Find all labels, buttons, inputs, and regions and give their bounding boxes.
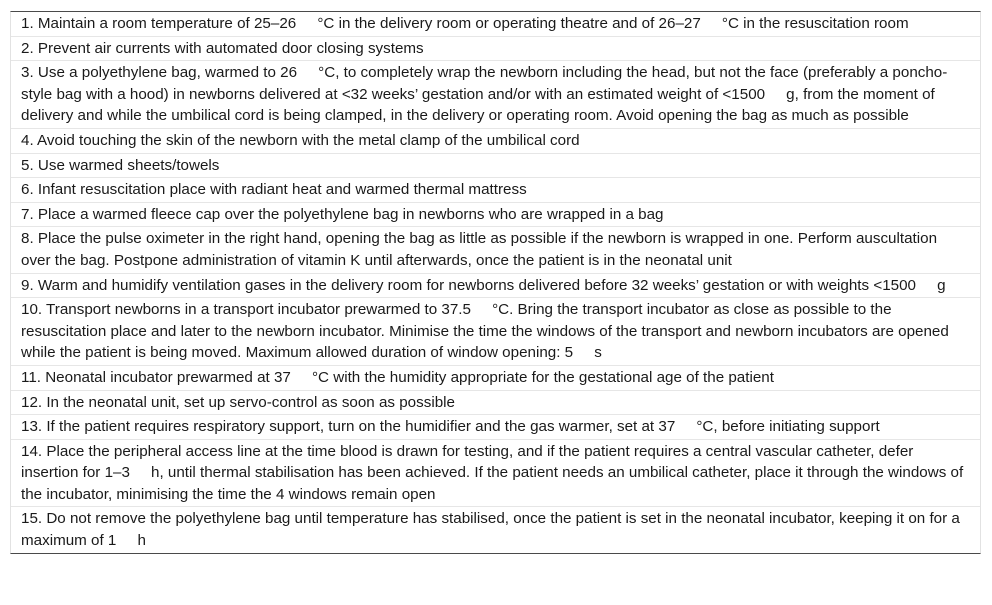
table-row: 4. Avoid touching the skin of the newborn with the metal clamp of the umbilical cord: [11, 129, 980, 154]
table-row: 9. Warm and humidify ventilation gases in the delivery room for newborns delivered before 32 weeks’ gestation or with weights <1500 g: [11, 274, 980, 299]
table-row: 5. Use warmed sheets/towels: [11, 154, 980, 179]
table-row: 15. Do not remove the polyethylene bag until temperature has stabilised, once the patient is set in the neonatal incubator, keeping it on for a maximum of 1 h: [21, 510, 965, 550]
table-row: 3. Use a polyethylene bag, warmed to 26 °C, to completely wrap the newborn including the head, but not the face (preferably a poncho-style bag with a hood) in newborns delivered at <32 weeks’ gestation and/or with an estimated weight of <1500 g, from the moment of delivery and while the umbilical cord is being clamped, in the delivery or operating room. Avoid opening the bag as much as possible: [11, 61, 980, 129]
table-row: 8. Place the pulse oximeter in the right hand, opening the bag as little as possible if the newborn is wrapped in one. Perform auscultation over the bag. Postpone administration of vitamin K until afterwards, once the patient is in the neonatal unit: [11, 227, 980, 273]
table-row: 11. Neonatal incubator prewarmed at 37 °C with the humidity appropriate for the gestational age of the patient: [11, 366, 980, 391]
table-row: 7. Place a warmed fleece cap over the polyethylene bag in newborns who are wrapped in a bag: [11, 203, 980, 228]
table-row: 10. Transport newborns in a transport incubator prewarmed to 37.5 °C. Bring the transport incubator as close as possible to the resuscitation place and later to the newborn incubator. Minimise the time the windows of the transport and newborn incubators are opened while the patient is being moved. Maximum allowed duration of window opening: 5 s: [11, 298, 980, 366]
table-row: 12. In the neonatal unit, set up servo-control as soon as possible: [11, 391, 980, 416]
table-row: 14. Place the peripheral access line at the time blood is drawn for testing, and if the patient requires a central vascular catheter, defer insertion for 1–3 h, until thermal stabilisation has been achieved. If the patient needs an umbilical catheter, place it through the windows of the incubator, minimising the time the 4 windows remain open: [11, 440, 980, 508]
table-row: 13. If the patient requires respiratory support, turn on the humidifier and the gas warmer, set at 37 °C, before initiating support: [11, 415, 980, 440]
table-row: 6. Infant resuscitation place with radiant heat and warmed thermal mattress: [11, 178, 980, 203]
table-row: 2. Prevent air currents with automated door closing systems: [11, 37, 980, 62]
table-row: 1. Maintain a room temperature of 25–26 °C in the delivery room or operating theatre and of 26–27 °C in the resuscitation room: [11, 12, 980, 37]
recommendations-table: [10, 11, 981, 554]
